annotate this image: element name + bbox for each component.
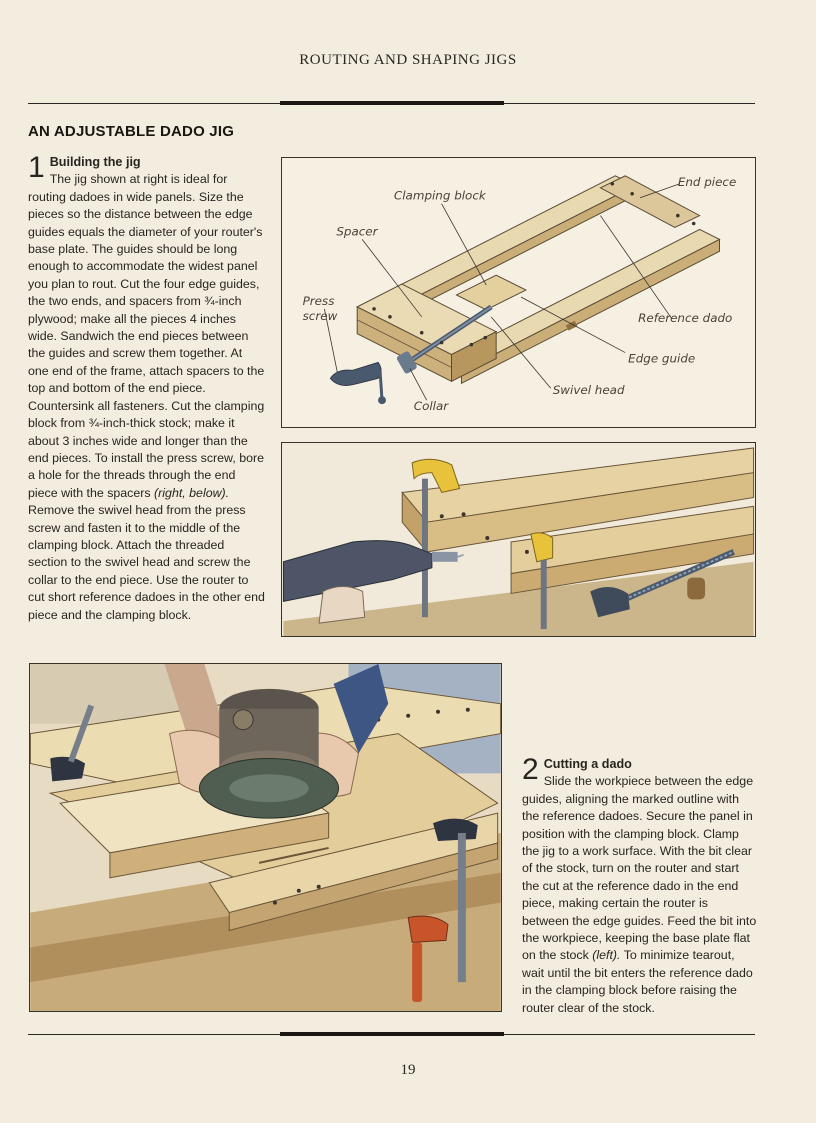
step-1-title: Building the jig — [49, 155, 141, 169]
step-2-title: Cutting a dado — [543, 757, 632, 771]
step-2-text-after: To minimize tearout, wait until the bit enters the reference dado in the clamping block before raising the router clear of the stock. — [522, 948, 753, 1015]
step-1-number: 1 — [28, 151, 45, 184]
label-reference-dado: Reference dado — [638, 310, 733, 325]
step-2-number: 2 — [522, 753, 539, 786]
label-collar: Collar — [413, 399, 449, 414]
step-1-text-before: The jig shown at right is ideal for routing dadoes in wide panels. Size the pieces so the distance between the edge guides equals the diameter of your router's base plate. The guides should be long enough to accommodate the widest panel you plan to rout. Cut the four edge guides, the two ends, and spacers from ¾-inch plywood; make all the pieces 4 inches wide. Sandwich the end pieces between the guides and screw them together. At one end of the frame, attach spacers to the top and bottom of the end piece. Countersink all fasteners. Cut the clamping block from ¾-inch-thick stock; make it about 3 inches wide and longer than the end pieces. To install the press screw, bore a hole for the threads through the end piece with the spacers — [28, 172, 265, 500]
step-1-figure-ref: (right, below). — [154, 485, 230, 500]
label-edge-guide: Edge guide — [628, 351, 696, 366]
label-clamping-block: Clamping block — [393, 188, 486, 203]
step-1 — [28, 151, 266, 624]
label-spacer: Spacer — [336, 224, 378, 239]
label-press-screw-line-1: Press — [302, 293, 335, 308]
step-2-text-before: Slide the workpiece between the edge guides, aligning the marked outline with the reference dadoes. Secure the panel in position with the clamping block. Clamp the jig to a work surface. With the bit clear of the stock, turn on the router and start the cut at the reference dado in the end piece, making certain the router is between the edge guides. Feed the bit into the workpiece, keeping the base plate flat on the stock — [522, 774, 757, 963]
figure-drilling-illustration — [281, 442, 756, 637]
label-end-piece: End piece — [677, 174, 737, 189]
step-2 — [522, 753, 758, 1017]
label-swivel-head: Swivel head — [552, 383, 625, 398]
step-1-text-after: Remove the swivel head from the press screw and fasten it to the middle of the clamping block. Attach the threaded section to the swivel head and screw the collar to the end piece. Use the router to cut short reference dadoes in the other end piece and the clamping block. — [28, 503, 265, 622]
top-rule-accent — [280, 101, 504, 105]
page-number: 19 — [400, 1062, 416, 1078]
section-title: AN ADJUSTABLE DADO JIG — [28, 123, 235, 140]
step-2-figure-ref: (left). — [592, 948, 621, 963]
figure-jig-diagram — [281, 157, 756, 428]
running-head: ROUTING AND SHAPING JIGS — [299, 52, 517, 68]
label-press-screw-line-2: screw — [302, 308, 338, 323]
figure-router-illustration — [29, 663, 502, 1012]
bottom-rule-accent — [280, 1032, 504, 1036]
